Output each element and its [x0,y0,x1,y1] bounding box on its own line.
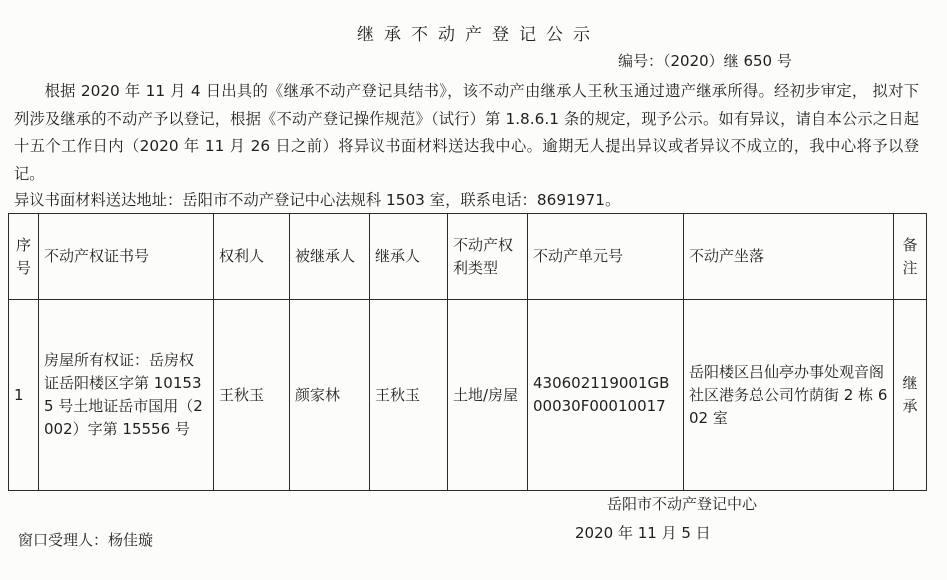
table-header-row [9,214,927,300]
header-unit-no: 不动产单元号 [528,214,684,300]
issue-date: 2020 年 11 月 5 日 [575,524,711,542]
header-right-type: 不动产权利类型 [448,214,528,300]
registration-table [8,213,927,491]
document-number: 编号：（2020）继 650 号 [618,52,792,70]
header-location: 不动产坐落 [684,214,894,300]
cell-location: 岳阳楼区吕仙亭办事处观音阁社区港务总公司竹荫街 2 栋 602 室 [684,300,894,491]
cell-heir: 王秋玉 [370,300,448,491]
notice-body: 根据 2020 年 11 月 4 日出具的《继承不动产登记具结书》，该不动产由继承人王秋玉通过遗产继承所得。经初步审定， 拟对下列涉及继承的不动产予以登记，根据《不动产登记操作规范》（试行）第 1.8.6.1 条的规定，现予公示。如有异议，请自本公示之日起十五个工作日内（2020 年 11 月 26 日之前）将异议书面材料送达我中心。逾期无人提出异议或者异议不成立的，我中心将予以登记。 [14,82,919,183]
header-right-holder: 权利人 [214,214,290,300]
objection-address: 异议书面材料送达地址：岳阳市不动产登记中心法规科 1503 室，联系电话：8691971。 [14,191,621,209]
table-row [9,300,927,491]
header-decedent: 被继承人 [290,214,370,300]
window-clerk: 窗口受理人：杨佳璇 [18,531,154,549]
header-heir: 继承人 [370,214,448,300]
cell-right-type: 土地/房屋 [448,300,528,491]
cell-seq: 1 [9,300,39,491]
cell-right-holder: 王秋玉 [214,300,290,491]
cell-decedent: 颜家林 [290,300,370,491]
header-cert-no: 不动产权证书号 [39,214,214,300]
cell-unit-no: 430602119001GB00030F00010017 [528,300,684,491]
issuer-name: 岳阳市不动产登记中心 [607,495,758,513]
cell-remark: 继承 [894,300,927,491]
header-seq: 序号 [9,214,39,300]
header-remark: 备注 [894,214,927,300]
cell-cert-no: 房屋所有权证：岳房权证岳阳楼区字第 101535 号土地证岳市国用（2002）字第 15556 号 [39,300,214,491]
page-title: 继承不动产登记公示 [357,25,600,45]
